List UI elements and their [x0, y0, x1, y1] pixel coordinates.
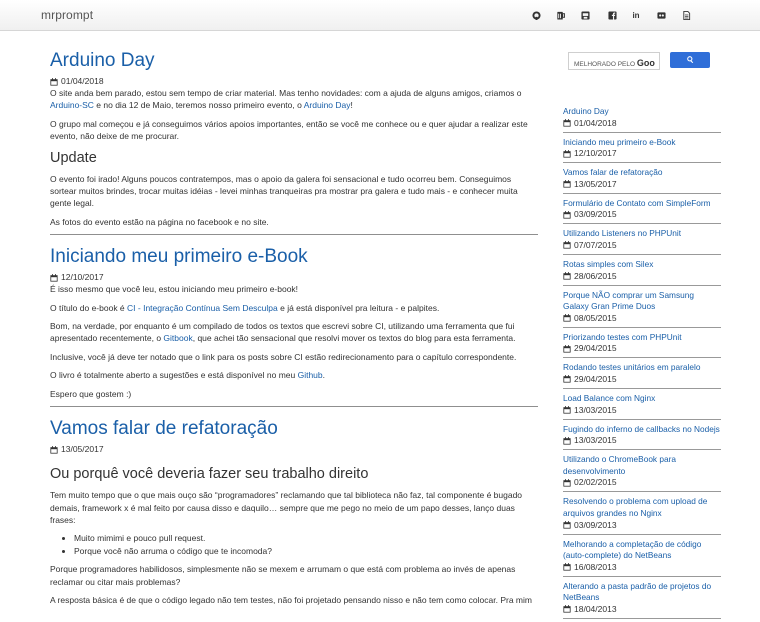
sidebar-post-date-text: 18/04/2013 — [574, 603, 617, 614]
sidebar-post-date — [563, 271, 721, 282]
post-paragraph: O site anda bem parado, estou sem tempo de criar material. Mas tenho novidades: com a ajuda de alguns amigos, criamos o Arduino-SC e no dia 12 de Maio, teremos nosso primeiro evento, o Arduino Day! — [50, 88, 522, 111]
sidebar-post-date — [563, 209, 721, 220]
sidebar-post-date-text: 12/10/2017 — [574, 148, 617, 159]
sidebar-post-item — [563, 105, 721, 133]
calendar-icon — [563, 479, 571, 487]
sidebar-post-link[interactable]: Load Balance com Nginx — [563, 392, 656, 403]
sidebar-post-date — [563, 405, 721, 416]
github-link[interactable]: Github — [297, 370, 323, 381]
calendar-icon — [563, 437, 571, 445]
post-paragraph: Bom, na verdade, por enquanto é um compilado de todos os textos que escrevi sobre CI, utilizando uma ferramenta que fui apresentado recentemente, o Gitbook, que achei tão sensacional que resolvi mover os textos do blog para esta ferramenta. — [50, 321, 516, 344]
post-paragraph: O evento foi irado! Alguns poucos contratempos, mas o apoio da galera foi sensacional e tudo ocorreu bem. Conseguimos sortear muitos brindes, trocar muitas idéias - levei minhas tranqueiras pra mostrar pra galera e tudo mais - e conhecer muita gente legal. — [50, 173, 518, 209]
sidebar-post-item — [563, 227, 721, 255]
sidebar-post-date-text: 13/03/2015 — [574, 435, 617, 446]
sidebar-post-date-text: 01/04/2018 — [574, 117, 617, 128]
sidebar-post-item — [563, 258, 721, 286]
update-heading: Update — [50, 149, 97, 166]
post-paragraph: Porque programadores habilidosos, simplesmente não se mexem e arrumam o que está com problema ao invés de apenas reclamar ou citar mais problemas? — [50, 564, 516, 587]
sidebar-post-item — [563, 453, 721, 492]
github-icon[interactable] — [529, 8, 543, 22]
gitbook-link[interactable]: Gitbook — [163, 333, 193, 344]
post-title[interactable]: Iniciando meu primeiro e-Book — [50, 246, 308, 268]
sidebar-post-link[interactable]: Resolvendo o problema com upload de arquivos grandes no Nginx — [563, 496, 708, 518]
sidebar-post-date-text: 03/09/2015 — [574, 209, 617, 220]
sidebar-post-link[interactable]: Arduino Day — [563, 106, 609, 116]
search-input[interactable] — [568, 52, 660, 70]
calendar-icon — [563, 180, 571, 188]
sidebar-post-link[interactable]: Porque NÃO comprar um Samsung Galaxy Gran Prime Duos — [563, 289, 694, 312]
sidebar-post-date — [563, 240, 721, 251]
sidebar-post-date — [563, 435, 721, 446]
bullet-list — [50, 532, 538, 557]
sidebar-post-link[interactable]: Utilizando Listeners no PHPUnit — [563, 228, 682, 239]
post-divider — [50, 234, 538, 235]
sidebar-post-date — [563, 477, 721, 488]
post-paragraph: A resposta básica é de que o código legado não tem testes, não foi projetado pensando nisso e não tem como colocar. Pra mim — [50, 594, 532, 605]
sidebar-post-date — [563, 562, 721, 573]
list-item: • Muito mimimi e pouco pull request. — [74, 532, 538, 544]
sidebar-post-date-text: 13/05/2017 — [574, 178, 617, 189]
slideshare-icon[interactable] — [654, 8, 668, 22]
sidebar-post-item — [563, 289, 721, 328]
calendar-icon — [50, 274, 58, 282]
sidebar-post-item — [563, 197, 721, 225]
rss-icon[interactable] — [578, 8, 592, 22]
post-arduino-day — [50, 48, 538, 228]
calendar-icon — [563, 563, 571, 571]
sidebar-post-link[interactable]: Formulário de Contato com SimpleForm — [563, 197, 711, 208]
sidebar-post-date — [563, 343, 721, 354]
linkedin-label: in — [632, 10, 640, 20]
sidebar-post-link[interactable]: Iniciando meu primeiro e-Book — [563, 136, 676, 147]
arduino-day-link[interactable]: Arduino Day — [303, 100, 351, 111]
post-refactoring — [50, 416, 538, 606]
sidebar-post-item — [563, 166, 721, 194]
calendar-icon — [563, 241, 571, 249]
post-divider — [50, 406, 538, 407]
sidebar-post-date — [563, 313, 721, 324]
sidebar-post-date-text: 13/03/2015 — [574, 404, 617, 415]
post-paragraph: O grupo mal começou e já conseguimos vários apoios importantes, então se você me conhece ou e quer ajudar a realizar este evento, não deixe de me procurar. — [50, 118, 528, 142]
post-paragraph: Tem muito tempo que o que mais ouço são “programadores” reclamando que tal biblioteca não faz, tal componente é bugado demais, framework x é mal feito por causa disso e daquilo… sempre que me pego no meio de um papo desses, lanço duas frases: — [50, 490, 523, 525]
sidebar-post-item — [563, 136, 721, 164]
post-date — [50, 76, 538, 87]
sidebar-post-date-text: 16/08/2013 — [574, 561, 617, 572]
calendar-icon — [563, 119, 571, 127]
beer-icon[interactable] — [553, 8, 567, 22]
sidebar-post-date-text: 08/05/2015 — [574, 312, 617, 323]
post-paragraph: Espero que gostem :) — [50, 388, 132, 399]
post-paragraph: As fotos do evento estão na página no facebook e no site. — [50, 216, 269, 227]
sidebar-post-link[interactable]: Fugindo do inferno de callbacks no Nodejs — [563, 423, 720, 434]
post-ebook — [50, 244, 538, 400]
sidebar-post-link[interactable]: Rotas simples com Silex — [563, 258, 654, 269]
main-content — [50, 48, 538, 612]
sidebar-post-date — [563, 374, 721, 385]
sidebar-post-date — [563, 520, 721, 531]
calendar-icon — [563, 375, 571, 383]
sidebar-post-date — [563, 604, 721, 615]
calendar-icon — [563, 314, 571, 322]
recent-posts-sidebar — [563, 105, 721, 622]
document-icon[interactable] — [679, 8, 693, 22]
sidebar-post-link[interactable]: Utilizando o ChromeBook para desenvolvimento — [563, 454, 676, 476]
sidebar-post-link[interactable]: Alterando a pasta padrão de projetos do NetBeans — [563, 580, 712, 603]
sidebar-post-item — [563, 361, 721, 389]
sidebar-post-link[interactable]: Rodando testes unitários em paralelo — [563, 362, 701, 373]
search-icon — [687, 55, 694, 65]
post-paragraph: Inclusive, você já deve ter notado que o link para os posts sobre CI estão redirecionamento para o capítulo correspondente. — [50, 351, 517, 362]
sidebar-post-link[interactable]: Vamos falar de refatoração — [563, 167, 663, 178]
calendar-icon — [50, 78, 58, 86]
search-button[interactable] — [670, 52, 710, 68]
sidebar-post-date-text: 28/06/2015 — [574, 270, 617, 281]
post-title[interactable]: Arduino Day — [50, 50, 155, 71]
arduino-sc-link[interactable]: Arduino-SC — [50, 100, 94, 111]
sidebar-post-date-text: 02/02/2015 — [574, 477, 617, 488]
sidebar-post-item — [563, 392, 721, 420]
calendar-icon — [563, 406, 571, 414]
post-paragraph: O livro é totalmente aberto a sugestões e está disponível no meu Github. — [50, 370, 326, 381]
calendar-icon — [563, 272, 571, 280]
sidebar-post-link[interactable]: Priorizando testes com PHPUnit — [563, 331, 682, 342]
calendar-icon — [563, 605, 571, 613]
list-item: • Porque você não arruma o código que te incomoda? — [74, 545, 538, 557]
sidebar-post-item — [563, 538, 721, 577]
post-title[interactable]: Vamos falar de refatoração — [50, 418, 278, 440]
sidebar-post-date-text: 03/09/2013 — [574, 519, 617, 530]
sidebar-post-date — [563, 179, 721, 190]
post-date-text: 12/10/2017 — [61, 272, 104, 283]
post-paragraph: É isso mesmo que você leu, estou iniciando meu primeiro e-book! — [50, 284, 299, 295]
google-brand: Goo — [636, 58, 655, 68]
post-date-text: 13/05/2017 — [61, 444, 104, 455]
sidebar-post-link[interactable]: Melhorando a completação de código (auto-complete) do NetBeans — [563, 538, 702, 561]
facebook-icon[interactable] — [605, 8, 619, 22]
sidebar-post-item — [563, 495, 721, 534]
site-brand[interactable]: mrprompt — [41, 8, 94, 22]
calendar-icon — [50, 446, 58, 454]
sidebar-post-date — [563, 118, 721, 129]
calendar-icon — [563, 521, 571, 529]
search-placeholder: MELHORADO PELO — [574, 61, 637, 68]
calendar-icon — [563, 150, 571, 158]
sidebar-post-date-text: 29/04/2015 — [574, 343, 617, 354]
sidebar-post-date — [563, 148, 721, 159]
sidebar-post-date-text: 07/07/2015 — [574, 239, 617, 250]
linkedin-icon[interactable] — [629, 8, 643, 22]
post-date-text: 01/04/2018 — [61, 76, 104, 86]
post-date — [50, 444, 538, 455]
ci-ebook-link[interactable]: CI - Integração Contínua Sem Desculpa — [127, 302, 278, 313]
sidebar-post-item — [563, 423, 721, 451]
sidebar-post-date-text: 29/04/2015 — [574, 373, 617, 384]
sidebar-post-item — [563, 580, 721, 619]
calendar-icon — [563, 345, 571, 353]
post-subheading: Ou porquê você deveria fazer seu trabalho direito — [50, 466, 369, 483]
navbar — [0, 0, 760, 31]
post-paragraph: O título do e-book é CI - Integração Contínua Sem Desculpa e já está disponível pra leitura - e palpites. — [50, 302, 440, 313]
sidebar-post-item — [563, 331, 721, 359]
calendar-icon — [563, 211, 571, 219]
post-date — [50, 272, 538, 283]
